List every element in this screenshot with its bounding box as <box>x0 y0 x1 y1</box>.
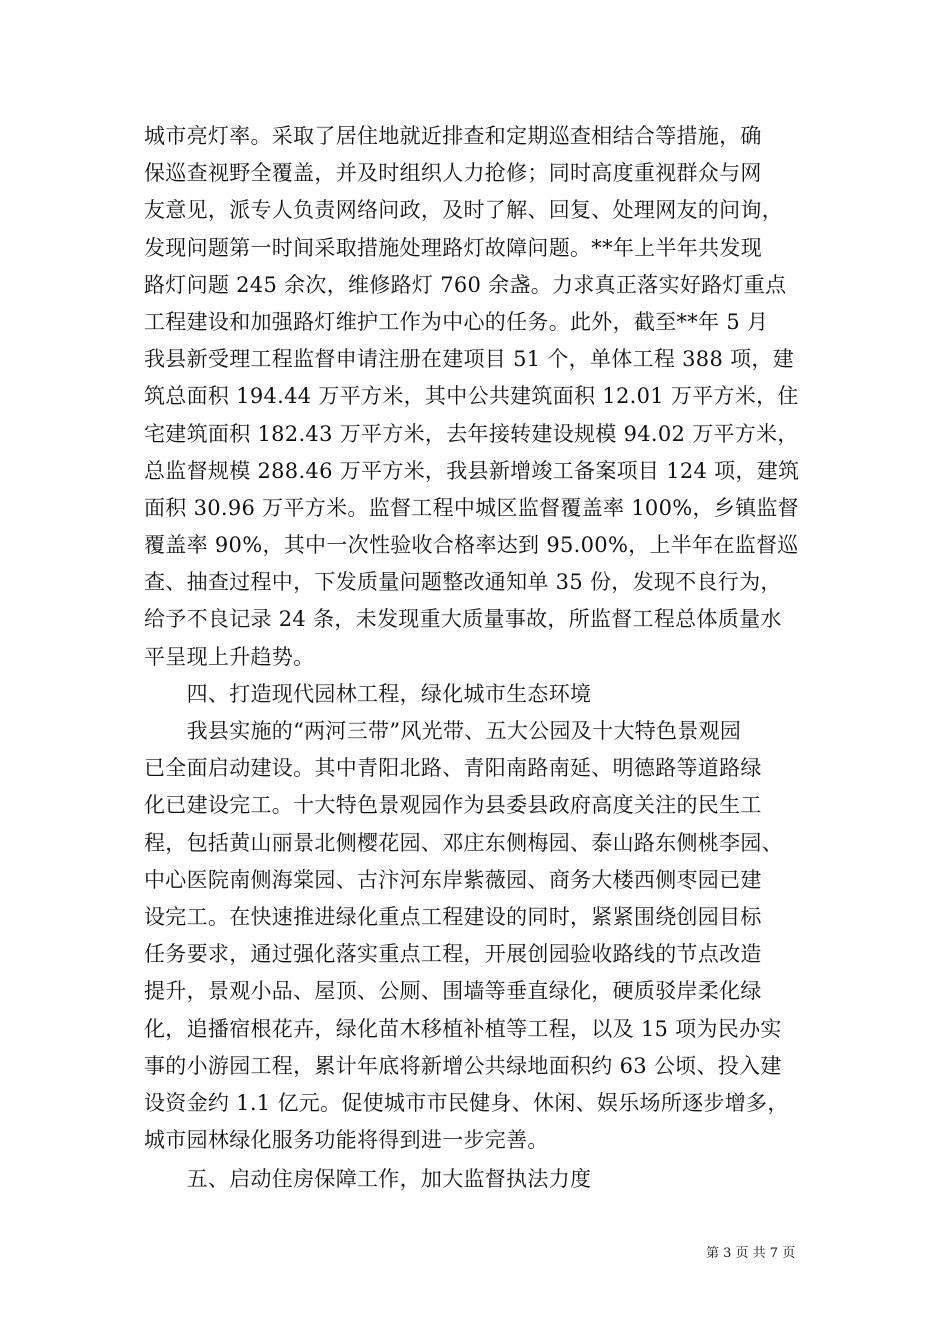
text-line: 发现问题第一时间采取措施处理路灯故障问题。**年上半年共发现 <box>144 235 762 260</box>
text-line: 事的小游园工程，累计年底将新增公共绿地面积约 63 公顷、投入建 <box>144 1053 782 1078</box>
page-number: 第 3 页 共 7 页 <box>706 1246 796 1261</box>
text-line: 我县新受理工程监督申请注册在建项目 51 个，单体工程 388 项，建 <box>144 347 795 372</box>
text-line: 化已建设完工。十大特色景观园作为县委县政府高度关注的民生工 <box>144 793 762 818</box>
text-line: 查、抽查过程中，下发质量问题整改通知单 35 份，发现不良行为， <box>144 570 782 595</box>
text-line: 友意见，派专人负责网络问政，及时了解、回复、处理网友的问询， <box>144 198 783 223</box>
text-line: 给予不良记录 24 条，未发现重大质量事故，所监督工程总体质量水 <box>144 607 782 632</box>
text-line: 任务要求，通过强化落实重点工程，开展创园验收路线的节点改造 <box>144 942 762 967</box>
text-line: 保巡查视野全覆盖，并及时组织人力抢修；同时高度重视群众与网 <box>144 161 762 186</box>
document-body <box>144 118 814 1198</box>
section-heading: 五、启动住房保障工作，加大监督执法力度 <box>144 1167 592 1192</box>
text-line: 工程建设和加强路灯维护工作为中心的任务。此外，截至**年 5 月 <box>144 309 769 334</box>
text-line: 提升，景观小品、屋顶、公厕、围墙等垂直绿化，硬质驳岸柔化绿 <box>144 979 762 1004</box>
text-line: 程，包括黄山丽景北侧樱花园、邓庄东侧梅园、泰山路东侧桃李园、 <box>144 830 783 855</box>
text-line: 总监督规模 288.46 万平方米，我县新增竣工备案项目 124 项，建筑 <box>144 458 800 483</box>
text-line: 覆盖率 90%，其中一次性验收合格率达到 95.00%，上半年在监督巡 <box>144 533 799 558</box>
text-line: 化，追播宿根花卉，绿化苗木移植补植等工程，以及 15 项为民办实 <box>144 1016 782 1041</box>
text-line: 中心医院南侧海棠园、古汴河东岸紫薇园、商务大楼西侧枣园已建 <box>144 867 762 892</box>
text-line: 设完工。在快速推进绿化重点工程建设的同时，紧紧围绕创园目标 <box>144 904 762 929</box>
text-line: 城市亮灯率。采取了居住地就近排查和定期巡查相结合等措施，确 <box>144 124 762 148</box>
text-line: 筑总面积 194.44 万平方米，其中公共建筑面积 12.01 万平方米，住 <box>144 384 799 409</box>
text-line: 宅建筑面积 182.43 万平方米，去年接转建设规模 94.02 万平方米， <box>144 421 799 446</box>
text-line: 城市园林绿化服务功能将得到进一步完善。 <box>144 1128 549 1153</box>
text-line: 设资金约 1.1 亿元。促使城市市民健身、休闲、娱乐场所逐步增多， <box>144 1090 789 1115</box>
text-line: 我县实施的“两河三带”风光带、五大公园及十大特色景观园 <box>144 719 742 743</box>
text-line: 面积 30.96 万平方米。监督工程中城区监督覆盖率 100%，乡镇监督 <box>144 495 799 520</box>
text-line: 路灯问题 245 余次，维修路灯 760 余盏。力求真正落实好路灯重点 <box>144 272 787 297</box>
text-line: 已全面启动建设。其中青阳北路、青阳南路南延、明德路等道路绿 <box>144 756 762 781</box>
section-heading: 四、打造现代园林工程，绿化城市生态环境 <box>144 681 592 706</box>
text-line: 平呈现上升趋势。 <box>144 644 315 669</box>
